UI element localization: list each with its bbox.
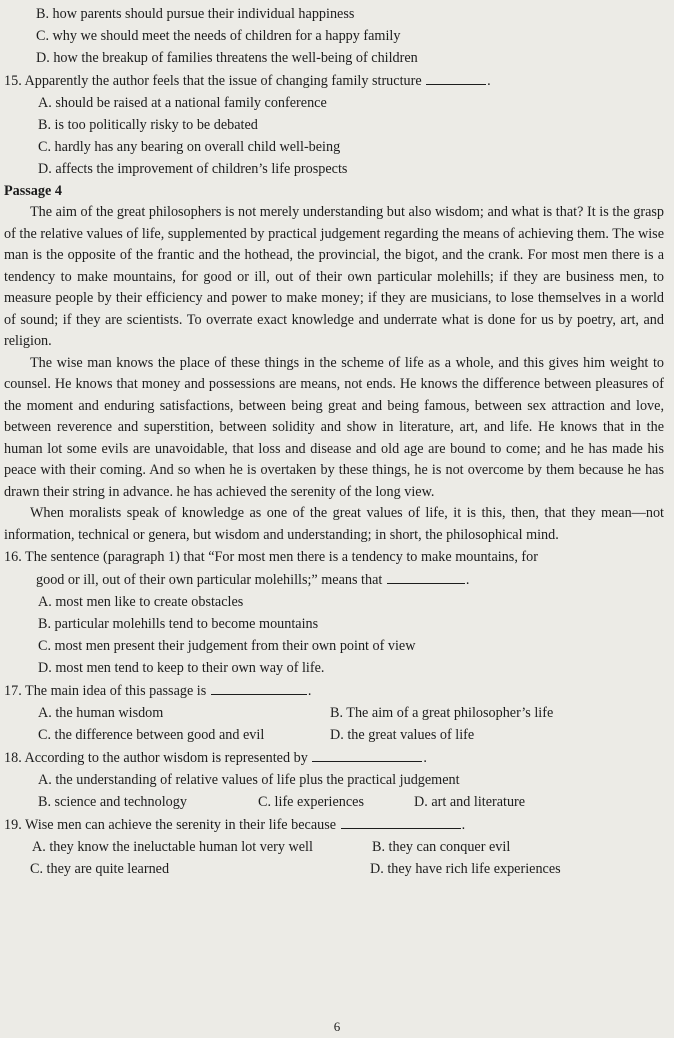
- question-16-stem-line-1: 16. The sentence (paragraph 1) that “For most men there is a tendency to make mountains, for: [4, 549, 538, 565]
- question-15-option-d: D. affects the improvement of children’s life prospects: [38, 161, 348, 177]
- question-18: [4, 746, 664, 813]
- question-18-option-b: B. science and technology: [38, 794, 187, 810]
- question-15: [4, 69, 664, 180]
- answer-blank: [211, 679, 307, 695]
- question-18-option-a: A. the understanding of relative values of life plus the practical judgement: [38, 772, 460, 788]
- question-19-options-ab: [4, 836, 664, 858]
- answer-blank: [341, 813, 461, 829]
- question-16-option-c: C. most men present their judgement from their own point of view: [38, 638, 416, 654]
- question-16-option-b: B. particular molehills tend to become mountains: [38, 616, 319, 632]
- question-19-option-a: A. they know the ineluctable human lot very well: [32, 839, 313, 855]
- question-15-option-b: B. is too politically risky to be debated: [38, 117, 258, 133]
- answer-blank: [387, 568, 465, 584]
- page-number: 6: [333, 1019, 341, 1034]
- passage-paragraph-3: When moralists speak of knowledge as one of the great values of life, it is this, then, that they mean—not information, technical or genera, but wisdom and understanding; in short, the philosophical mind.: [4, 505, 664, 543]
- question-19-option-d: D. they have rich life experiences: [370, 861, 561, 877]
- previous-question-options: [4, 3, 664, 69]
- question-17-option-b: B. The aim of a great philosopher’s life: [330, 705, 554, 721]
- question-17-options-ab: [4, 702, 664, 724]
- question-18-stem: 18. According to the author wisdom is represented by .: [4, 746, 664, 769]
- question-17-option-c: C. the difference between good and evil: [38, 727, 265, 743]
- question-16-option-d: D. most men tend to keep to their own way of life.: [38, 660, 325, 676]
- question-19-options-cd: [4, 858, 664, 880]
- question-19-stem: 19. Wise men can achieve the serenity in their life because .: [4, 813, 664, 836]
- question-17-option-a: A. the human wisdom: [38, 705, 164, 721]
- passage-heading: Passage 4: [4, 183, 62, 199]
- question-18-option-c: C. life experiences: [258, 794, 364, 810]
- question-15-option-c: C. hardly has any bearing on overall child well-being: [38, 139, 341, 155]
- passage-4: [4, 180, 664, 546]
- question-17-option-d: D. the great values of life: [330, 727, 475, 743]
- question-18-options-bcd: [4, 791, 664, 813]
- question-19-option-b: B. they can conquer evil: [372, 839, 511, 855]
- question-17-stem: 17. The main idea of this passage is .: [4, 679, 664, 702]
- answer-blank: [312, 746, 422, 762]
- question-19-option-c: C. they are quite learned: [30, 861, 170, 877]
- question-16: [4, 546, 664, 679]
- question-17: [4, 679, 664, 746]
- question-16-stem-line-2: good or ill, out of their own particular molehills;” means that .: [4, 568, 664, 591]
- question-19: [4, 813, 664, 880]
- question-15-option-a: A. should be raised at a national family conference: [38, 95, 327, 111]
- question-18-option-d: D. art and literature: [414, 794, 526, 810]
- prev-option-c: C. why we should meet the needs of children for a happy family: [36, 28, 401, 44]
- question-17-options-cd: [4, 724, 664, 746]
- passage-paragraph-1: The aim of the great philosophers is not merely understanding but also wisdom; and what is that? It is the grasp of the relative values of life, supplemented by practical judgement regarding the means of achieving them. The wise man is the opposite of the frantic and the hothead, the provincial, the bigot, and the crank. For most men there is a tendency to make mountains, for good or ill, out of their own particular molehills; if they are business men, to measure people by their efficiency and power to make money; if they are musicians, to lose themselves in a world of sound; if they are scientists. To overrate exact knowledge and underrate what is done for us by poetry, art, and religion.: [4, 204, 664, 349]
- prev-option-b: B. how parents should pursue their individual happiness: [36, 6, 355, 22]
- question-15-stem: 15. Apparently the author feels that the issue of changing family structure .: [4, 69, 664, 92]
- question-16-option-a: A. most men like to create obstacles: [38, 594, 244, 610]
- passage-paragraph-2: The wise man knows the place of these things in the scheme of life as a whole, and this gives him weight to counsel. He knows that money and possessions are means, not ends. He knows the difference between pleasures of the moment and enduring satisfactions, between being great and being famous, between sex attraction and love, between reverence and superstition, between solidity and show in literature, art, and life. He knows that in the human lot some evils are unavoidable, that loss and disease and old age are bound to come; and he has made his peace with their coming. And so when he is overtaken by these things, he is not overcome by them because he has drawn their string in advance. he has achieved the serenity of the long view.: [4, 354, 664, 500]
- prev-option-d: D. how the breakup of families threatens the well-being of children: [36, 50, 418, 66]
- answer-blank: [426, 69, 486, 85]
